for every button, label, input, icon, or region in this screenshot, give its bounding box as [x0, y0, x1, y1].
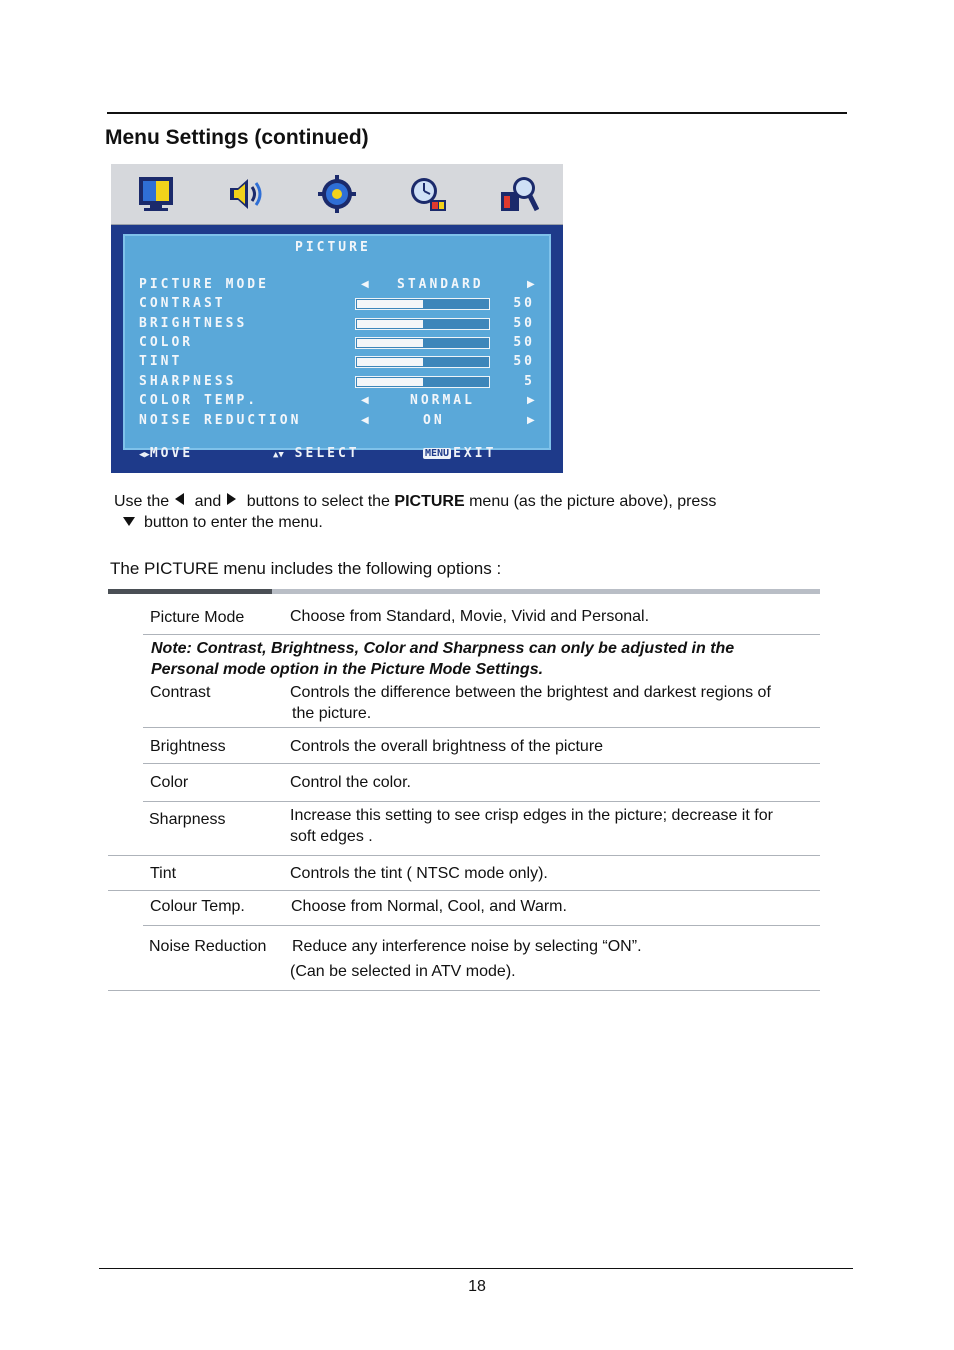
option-name-contrast: Contrast — [150, 684, 211, 701]
option-name-brightness: Brightness — [150, 738, 226, 755]
options-intro: The PICTURE menu includes the following options : — [110, 559, 502, 578]
left-right-arrows-icon: ◀▶ — [139, 450, 150, 460]
osd-value-color: 50 — [513, 335, 535, 350]
divider — [108, 990, 820, 991]
osd-row-contrast: CONTRAST — [139, 296, 226, 311]
osd-row-color-temp: COLOR TEMP. — [139, 393, 259, 408]
table-header-bar — [108, 589, 272, 594]
divider — [143, 925, 820, 926]
osd-value-tint: 50 — [513, 354, 535, 369]
note-line-2: Personal mode option in the Picture Mode Settings. — [151, 661, 544, 678]
option-desc-colour-temp: Choose from Normal, Cool, and Warm. — [291, 898, 567, 915]
picture-icon — [136, 174, 176, 214]
option-name-colour-temp: Colour Temp. — [150, 898, 245, 915]
option-desc-noise-reduction: Reduce any interference noise by selecting “ON”. — [292, 938, 642, 955]
osd-row-brightness: BRIGHTNESS — [139, 316, 248, 331]
bottom-rule — [99, 1268, 853, 1269]
osd-picture-panel — [123, 234, 551, 450]
option-desc-sharpness: Increase this setting to see crisp edges in the picture; decrease it for — [290, 807, 773, 824]
divider — [108, 890, 820, 891]
osd-row-tint: TINT — [139, 354, 183, 369]
osd-left-arrow-icon: ◀ — [361, 279, 369, 290]
picture-menu-screenshot — [111, 164, 563, 473]
osd-row-noise-reduction: NOISE REDUCTION — [139, 413, 302, 428]
osd-left-arrow-icon: ◀ — [361, 415, 369, 426]
osd-right-arrow-icon: ▶ — [527, 415, 535, 426]
osd-slider-brightness — [355, 318, 490, 330]
divider — [143, 763, 820, 764]
menu-badge: MENU — [425, 448, 450, 459]
osd-slider-contrast — [355, 298, 490, 310]
time-icon — [408, 174, 448, 214]
osd-row-sharpness: SHARPNESS — [139, 374, 237, 389]
table-header-bar-light — [272, 589, 820, 594]
right-arrow-icon — [227, 493, 236, 505]
page-title: Menu Settings (continued) — [105, 126, 369, 149]
option-desc-brightness: Controls the overall brightness of the picture — [290, 738, 604, 755]
option-name-noise-reduction: Noise Reduction — [149, 938, 267, 955]
osd-value-sharpness: 5 — [524, 374, 535, 389]
osd-left-arrow-icon: ◀ — [361, 395, 369, 406]
osd-value-contrast: 50 — [513, 296, 535, 311]
instruction-text: Use the and buttons to select the PICTURE menu (as the picture above), press button to enter the menu. — [114, 493, 717, 531]
osd-slider-tint — [355, 356, 490, 368]
osd-value-brightness: 50 — [513, 316, 535, 331]
option-name-color: Color — [150, 774, 189, 791]
osd-slider-color — [355, 337, 490, 349]
osd-right-arrow-icon: ▶ — [527, 279, 535, 290]
divider — [143, 727, 820, 728]
osd-row-color: COLOR — [139, 335, 194, 350]
option-desc-tint: Controls the tint ( NTSC mode only). — [290, 865, 548, 882]
option-desc-picture-mode: Choose from Standard, Movie, Vivid and Personal. — [290, 608, 650, 625]
osd-right-arrow-icon: ▶ — [527, 395, 535, 406]
top-rule — [107, 112, 847, 114]
osd-row-picture-mode: PICTURE MODE — [139, 277, 269, 292]
option-desc-noise-reduction-2: (Can be selected in ATV mode). — [290, 963, 516, 980]
divider — [108, 855, 820, 856]
sound-icon — [226, 174, 266, 214]
option-name-sharpness: Sharpness — [149, 811, 226, 828]
osd-icon-bar — [111, 164, 563, 225]
option-desc-sharpness-2: soft edges . — [290, 828, 373, 845]
down-arrow-icon — [123, 517, 135, 526]
osd-value-noise-reduction: ON — [423, 413, 445, 428]
note-line-1: Note: Contrast, Brightness, Color and Sharpness can only be adjusted in the — [151, 640, 735, 657]
osd-value-picture-mode: STANDARD — [397, 277, 484, 292]
osd-footer-select: ▲▼ SELECT — [273, 446, 360, 461]
divider — [143, 801, 820, 802]
option-desc-color: Control the color. — [290, 774, 411, 791]
option-desc-contrast-2: the picture. — [292, 705, 372, 722]
osd-footer-exit: MENU EXIT — [425, 446, 497, 461]
left-arrow-icon — [175, 493, 184, 505]
osd-value-color-temp: NORMAL — [410, 393, 475, 408]
option-name-tint: Tint — [150, 865, 177, 882]
search-icon — [499, 174, 539, 214]
option-desc-contrast: Controls the difference between the brightest and darkest regions of — [290, 684, 771, 701]
osd-slider-sharpness — [355, 376, 490, 388]
osd-panel-title: PICTURE — [295, 240, 371, 255]
up-down-arrows-icon: ▲▼ — [273, 450, 284, 460]
setup-icon — [317, 174, 357, 214]
divider — [143, 634, 820, 635]
osd-footer-move: ◀▶MOVE — [139, 446, 194, 461]
page-number: 18 — [468, 1278, 486, 1295]
option-name-picture-mode: Picture Mode — [150, 609, 245, 626]
